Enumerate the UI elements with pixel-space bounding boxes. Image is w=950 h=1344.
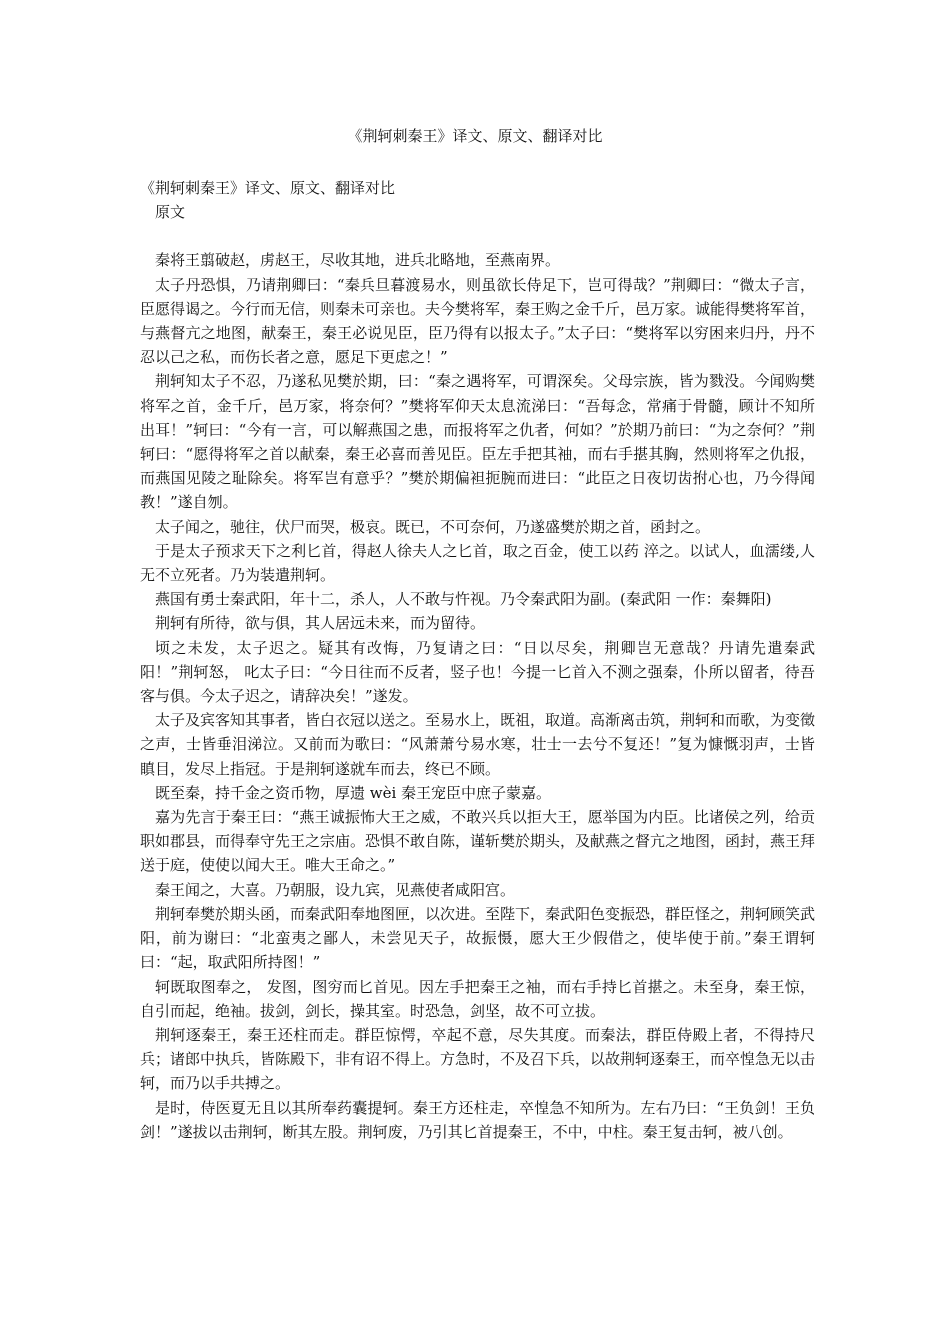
page-title: 《荆轲刺秦王》译文、原文、翻译对比	[347, 127, 603, 145]
paragraph-11: 嘉为先言于秦王曰：“燕王诚振怖大王之威，不敢兴兵以拒大王，愿举国为内臣。比诸侯之列，给贡职如郡县，而得奉守先王之宗庙。恐惧不敢自陈，谨斩樊於期头，及献燕之督亢之地图，函封，燕王拜送于庭，使使以闻大王。唯大王命之。”	[140, 808, 816, 875]
paragraph-7: 荆轲有所待，欲与俱，其人居远未来，而为留待。	[155, 614, 486, 633]
paragraph-3: 荆轲知太子不忍，乃遂私见樊於期，曰：“秦之遇将军，可谓深矣。父母宗族，皆为戮没。今闻购樊将军之首，金千斤，邑万家，将奈何？”樊将军仰天太息流涕曰：“吾每念，常痛于骨髓，顾计不知所出耳！”轲曰：“今有一言，可以解燕国之患，而报将军之仇者，何如？”於期乃前曰：“为之奈何？”荆轲曰：“愿得将军之首以献秦，秦王必喜而善见臣。臣左手把其袖，而右手揕其胸，然则将军之仇报，而燕国见陵之耻除矣。将军岂有意乎？”樊於期偏袒扼腕而进曰：“此臣之日夜切齿拊心也，乃今得闻教！”遂自刎。	[140, 372, 815, 512]
paragraph-8: 顷之未发，太子迟之。疑其有改悔，乃复请之曰：“日以尽矣，荆卿岂无意哉？丹请先遣秦武阳！”荆轲怒， 叱太子曰：“今日往而不反者，竖子也！今提一匕首入不测之强秦，仆所以留者，待吾客与俱。今太子迟之，请辞决矣！”遂发。	[140, 638, 815, 706]
section-label: 原文	[155, 203, 186, 222]
paragraph-16: 是时，侍医夏无且以其所奉药囊提轲。秦王方还柱走，卒惶急不知所为。左右乃曰：“王负剑！王负剑！”遂拔以击荆轲，断其左股。荆轲废，乃引其匕首提秦王，不中，中柱。秦王复击轲，被八创。	[140, 1098, 815, 1141]
document-body	[140, 176, 815, 1144]
paragraph-10: 既至秦，持千金之资币物，厚遗 wèi 秦王宠臣中庶子蒙嘉。	[155, 783, 552, 802]
document-subtitle: 《荆轲刺秦王》译文、原文、翻译对比	[140, 179, 396, 197]
paragraph-15: 荆轲逐秦王，秦王还柱而走。群臣惊愕，卒起不意，尽失其度。而秦法，群臣侍殿上者，不得持尺兵；诸郎中执兵，皆陈殿下，非有诏不得上。方急时，不及召下兵，以故荆轲逐秦王，而卒惶急无以击轲，而乃以手共搏之。	[140, 1025, 816, 1093]
paragraph-12: 秦王闻之，大喜。乃朝服，设九宾，见燕使者咸阳宫。	[155, 880, 516, 899]
paragraph-9: 太子及宾客知其事者，皆白衣冠以送之。至易水上，既祖，取道。高渐离击筑，荆轲和而歌，为变徵之声，士皆垂泪涕泣。又前而为歌曰：“风萧萧兮易水寒，壮士一去兮不复还！”复为慷慨羽声，士皆瞋目，发尽上指冠。于是荆轲遂就车而去，终已不顾。	[140, 711, 816, 778]
paragraph-2: 太子丹恐惧，乃请荆卿曰：“秦兵旦暮渡易水，则虽欲长侍足下，岂可得哉？”荆卿曰：“微太子言，臣愿得谒之。今行而无信，则秦未可亲也。夫今樊将军，秦王购之金千斤，邑万家。诚能得樊将军首，与燕督亢之地图，献秦王，秦王必说见臣，臣乃得有以报太子。”太子曰：“樊将军以穷困来归丹，丹不忍以己之私，而伤长者之意，愿足下更虑之！”	[140, 275, 816, 367]
paragraph-6: 燕国有勇士秦武阳，年十二，杀人，人不敢与忤视。乃令秦武阳为副。(秦武阳 一作：秦舞阳)	[155, 590, 772, 609]
paragraph-1: 秦将王翦破赵，虏赵王，尽收其地，进兵北略地，至燕南界。	[155, 251, 561, 270]
paragraph-5: 于是太子预求天下之利匕首，得赵人徐夫人之匕首，取之百金，使工以药 淬之。以试人，血濡缕,人无不立死者。乃为装遣荆轲。	[140, 541, 815, 585]
paragraph-14: 轲既取图奉之， 发图，图穷而匕首见。因左手把秦王之袖，而右手持匕首揕之。未至身，秦王惊，自引而起，绝袖。拔剑，剑长，操其室。时恐急，剑坚，故不可立拔。	[140, 977, 815, 1020]
paragraph-13: 荆轲奉樊於期头函，而秦武阳奉地图匣，以次进。至陛下，秦武阳色变振恐，群臣怪之，荆轲顾笑武阳，前为谢曰：“北蛮夷之鄙人，未尝见天子，故振慑，愿大王少假借之，使毕使于前。”秦王谓轲曰：“起，取武阳所持图！”	[140, 904, 816, 972]
paragraph-4: 太子闻之，驰往，伏尸而哭，极哀。既已，不可奈何，乃遂盛樊於期之首，函封之。	[155, 517, 711, 536]
blank-line	[140, 224, 815, 248]
